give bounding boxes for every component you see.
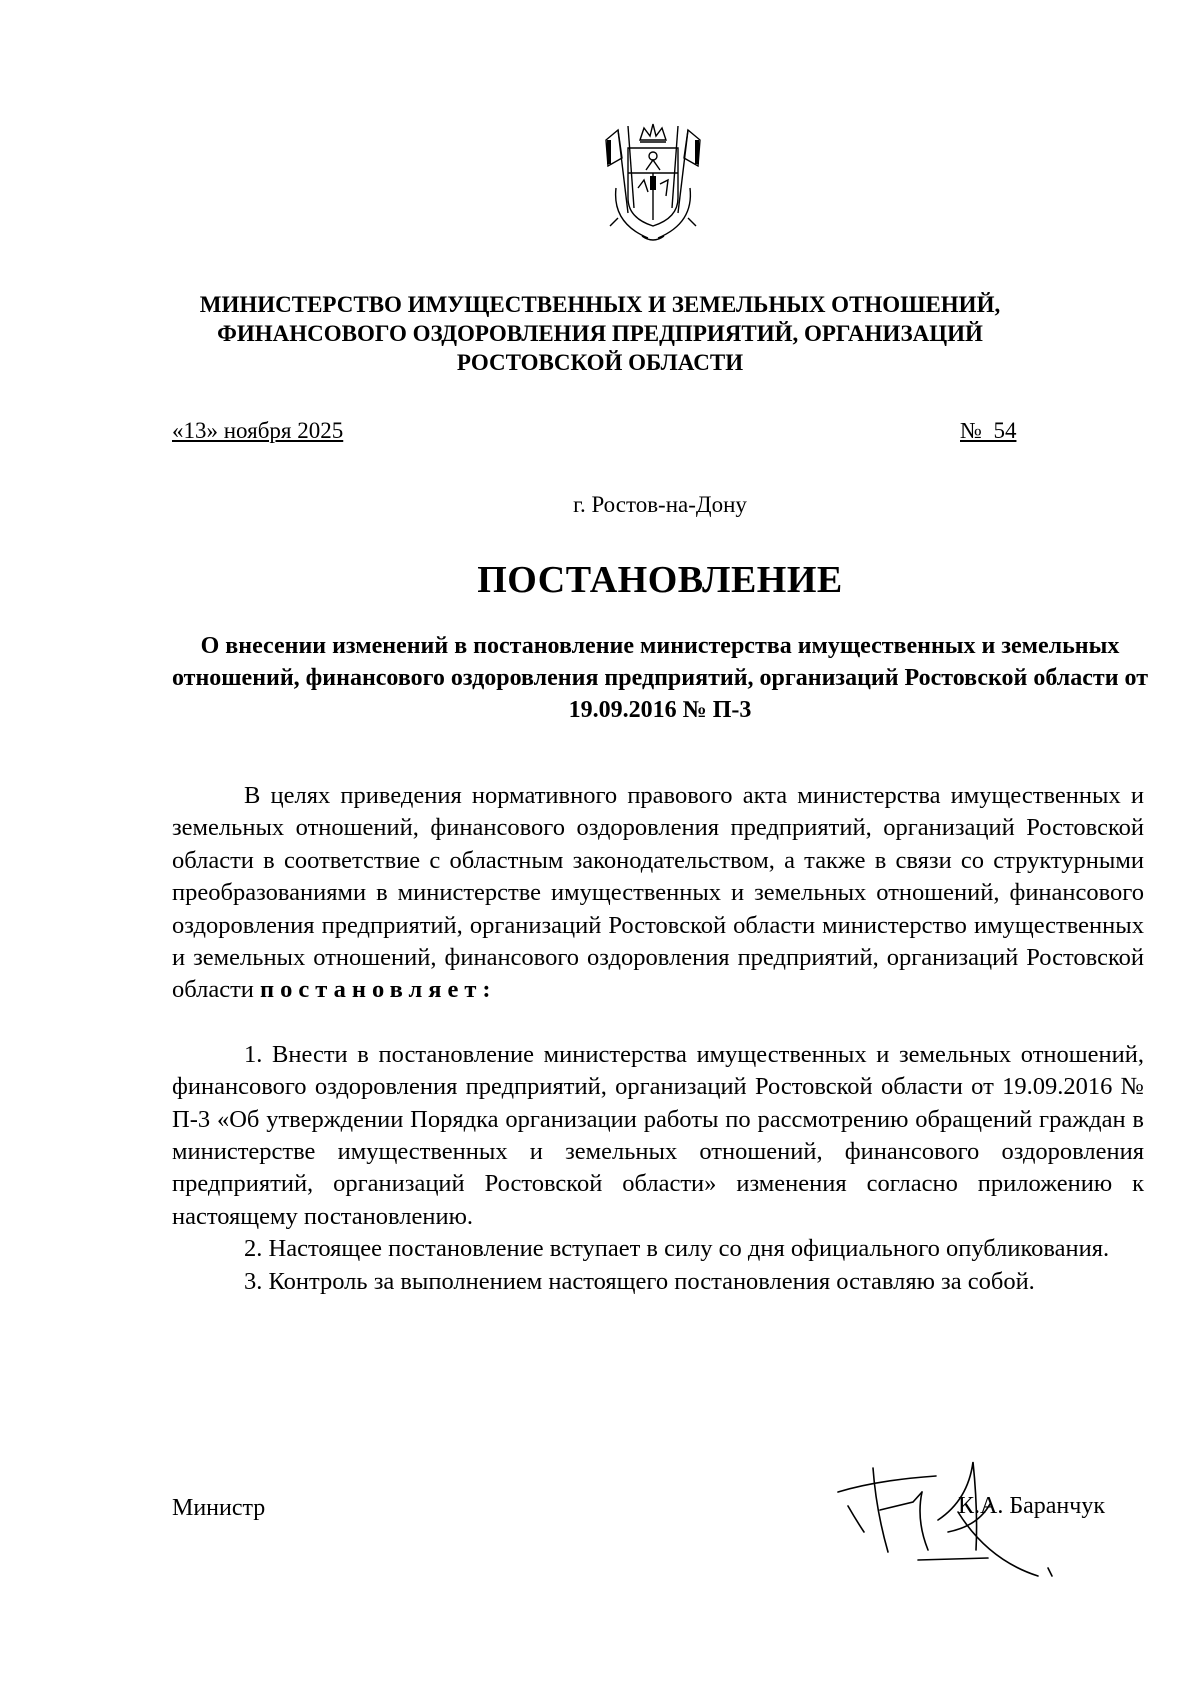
document-body bbox=[172, 780, 1144, 1298]
decree-word: постановляет: bbox=[260, 976, 497, 1004]
preamble-text: В целях приведения нормативного правового акта министерства имущественных и земельных отношений, финансового оздоровления предприятий, организаций Ростовской области в соответствие с областным законодательством, а также в связи со структурными преобразованиями в министерстве имущественных и земельных отношений, финансового оздоровления предприятий, организаций Ростовской области министерство имущественных и земельных отношений, финансового оздоровления предприятий, организаций Ростовской области bbox=[172, 782, 1144, 1004]
item-1-paragraph: 1. Внести в постановление министерства имущественных и земельных отношений, финансового оздоровления предприятий, организаций Ростовской области от 19.09.2016 № П-3 «Об утверждении Порядка организации работы по рассмотрению обращений граждан в министерстве имущественных и земельных отношений, финансового оздоровления предприятий, организаций Ростовской области» изменения согласно приложению к настоящему постановлению. bbox=[172, 1040, 1144, 1230]
document-date: «13» ноября 2025 bbox=[172, 418, 344, 443]
item-2-paragraph: 2. Настоящее постановление вступает в силу со дня официального опубликования. bbox=[244, 1235, 1110, 1263]
ministry-name: МИНИСТЕРСТВО ИМУЩЕСТВЕННЫХ И ЗЕМЕЛЬНЫХ ОТНОШЕНИЙ, ФИНАНСОВОГО ОЗДОРОВЛЕНИЯ ПРЕДПРИЯТИЙ, ОРГАНИЗАЦИЙ РОСТОВСКОЙ ОБЛАСТИ bbox=[199, 292, 1001, 375]
document-city: г. Ростов-на-Дону bbox=[573, 492, 747, 517]
document-type-title: ПОСТАНОВЛЕНИЕ bbox=[477, 559, 843, 601]
signer-name: К.А. Баранчук bbox=[958, 1493, 1105, 1519]
coat-of-arms-icon bbox=[598, 118, 708, 248]
preamble-paragraph bbox=[172, 780, 1144, 1007]
document-number: № 54 bbox=[960, 418, 1017, 443]
signer-title: Министр bbox=[172, 1495, 266, 1521]
item-3-paragraph: 3. Контроль за выполнением настоящего постановления оставляю за собой. bbox=[244, 1267, 1035, 1295]
document-subject: О внесении изменений в постановление министерства имущественных и земельных отношений, финансового оздоровления предприятий, организаций Ростовской области от 19.09.2016 № П-3 bbox=[171, 633, 1148, 723]
